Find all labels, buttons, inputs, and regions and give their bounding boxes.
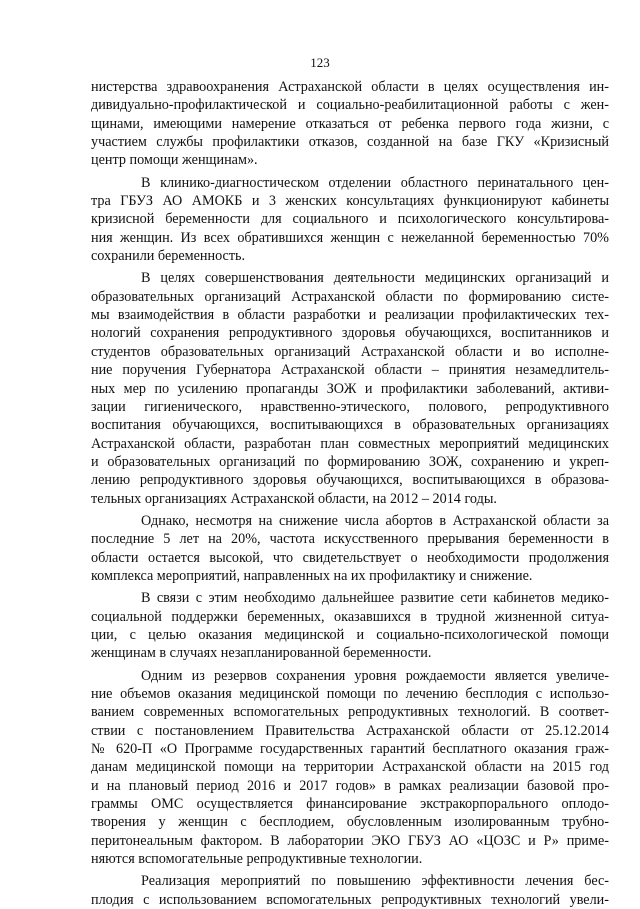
text-line: Астраханской области, разработан план совместных мероприятий медицинских bbox=[91, 435, 609, 452]
text-line: ствии с постановлением Правительства Астраханской области от 25.12.2014 bbox=[91, 722, 609, 739]
text-line: данам медицинской помощи на территории Астраханской области на 2015 год bbox=[91, 759, 609, 776]
text-line: Однако, несмотря на снижение числа абортов в Астраханской области за bbox=[141, 512, 609, 529]
text-line: области остается высокой, что свидетельствует о необходимости продолжения bbox=[91, 549, 609, 566]
paragraph bbox=[91, 512, 609, 585]
text-line: и на плановый период 2016 и 2017 годов» в рамках реализации базовой про- bbox=[91, 777, 609, 794]
paragraph bbox=[91, 589, 609, 662]
text-line: образовательных организаций Астраханской области по формированию систе- bbox=[91, 288, 609, 305]
text-line: последние 5 лет на 20%, частота искусственного прерывания беременности в bbox=[91, 531, 609, 548]
text-line: перитонеальным фактором. В лаборатории ЭКО ГБУЗ АО «ЦОЗС и Р» приме- bbox=[91, 832, 609, 849]
text-line: кризисной беременности для социального и психологического консультирова- bbox=[91, 211, 609, 228]
page-number: 123 bbox=[310, 55, 330, 70]
paragraph bbox=[91, 872, 609, 909]
text-line: и образовательных организаций по формированию ЗОЖ, сохранению и укреп- bbox=[91, 453, 609, 470]
text-line: щинами, имеющими намерение отказаться от ребенка первого года жизни, с bbox=[91, 115, 609, 132]
text-line: ванием современных вспомогательных репродуктивных технологий. В соответ- bbox=[91, 704, 609, 721]
text-line: В целях совершенствования деятельности медицинских организаций и bbox=[141, 270, 609, 287]
text-line: лению репродуктивного здоровья обучающихся, воспитывающихся в образова- bbox=[91, 472, 609, 489]
text-line: зации гигиенического, нравственно-этического, полового, репродуктивного bbox=[91, 398, 609, 415]
text-line: социальной поддержки беременных, оказавшихся в трудной жизненной ситуа- bbox=[91, 608, 609, 625]
text-line: женщинам в случаях незапланированной беременности. bbox=[91, 645, 432, 662]
body-text bbox=[91, 78, 609, 909]
paragraph bbox=[91, 174, 609, 266]
text-line: участием службы профилактики отказов, созданной на базе ГКУ «Кризисный bbox=[91, 134, 609, 151]
text-line: ния женщин. Из всех обратившихся женщин с нежеланной беременностью 70% bbox=[91, 229, 609, 246]
text-line: нологий сохранения репродуктивного здоровья обучающихся, воспитанников и bbox=[91, 325, 609, 342]
paragraph bbox=[91, 269, 609, 507]
text-line: центр помощи женщинам». bbox=[91, 152, 258, 169]
text-line: Одним из резервов сохранения уровня рождаемости является увеличе- bbox=[141, 667, 609, 684]
text-line: ние поручения Губернатора Астраханской области – принятия незамедлитель- bbox=[91, 362, 609, 379]
text-line: няются вспомогательные репродуктивные технологии. bbox=[91, 851, 423, 868]
text-line: В клинико-диагностическом отделении областного перинатального цен- bbox=[141, 174, 609, 191]
text-line: № 620-П «О Программе государственных гарантий бесплатного оказания граж- bbox=[91, 741, 609, 758]
text-line: ции, с целью оказания медицинской и социально-психологической помощи bbox=[91, 626, 609, 643]
text-line: граммы ОМС осуществляется финансирование экстракорпорального оплодо- bbox=[91, 796, 609, 813]
text-line: мы взаимодействия в области разработки и реализации профилактических тех- bbox=[91, 307, 609, 324]
paragraph bbox=[91, 78, 609, 170]
text-line: Реализация мероприятий по повышению эффективности лечения бес- bbox=[141, 873, 609, 890]
text-line: нистерства здравоохранения Астраханской области в целях осуществления ин- bbox=[91, 79, 609, 95]
paragraph bbox=[91, 667, 609, 869]
text-line: творения у женщин с бесплодием, обусловленным изолированным трубно- bbox=[91, 814, 609, 831]
text-line: ние объемов оказания медицинской помощи по лечению бесплодия с использо- bbox=[91, 686, 609, 702]
text-line: сохранили беременность. bbox=[91, 248, 246, 265]
text-line: В связи с этим необходимо дальнейшее развитие сети кабинетов медико- bbox=[141, 590, 609, 607]
text-line: дивидуально-профилактической и социально-реабилитационной работы с жен- bbox=[91, 97, 609, 114]
text-line: студентов образовательных организаций Астраханской области и во исполне- bbox=[91, 343, 609, 360]
text-line: воспитания обучающихся, воспитывающихся в образовательных организациях bbox=[91, 417, 609, 434]
text-line: комплекса мероприятий, направленных на их профилактику и снижение. bbox=[91, 567, 533, 584]
text-line: тельных организациях Астраханской области, на 2012 – 2014 годы. bbox=[91, 490, 497, 507]
text-line: ных мер по усилению пропаганды ЗОЖ и профилактики заболеваний, активи- bbox=[91, 380, 609, 397]
text-line: плодия с использованием вспомогательных репродуктивных технологий увели- bbox=[91, 891, 609, 908]
text-line: тра ГБУЗ АО АМОКБ и 3 женских консультациях функционируют кабинеты bbox=[91, 193, 609, 210]
